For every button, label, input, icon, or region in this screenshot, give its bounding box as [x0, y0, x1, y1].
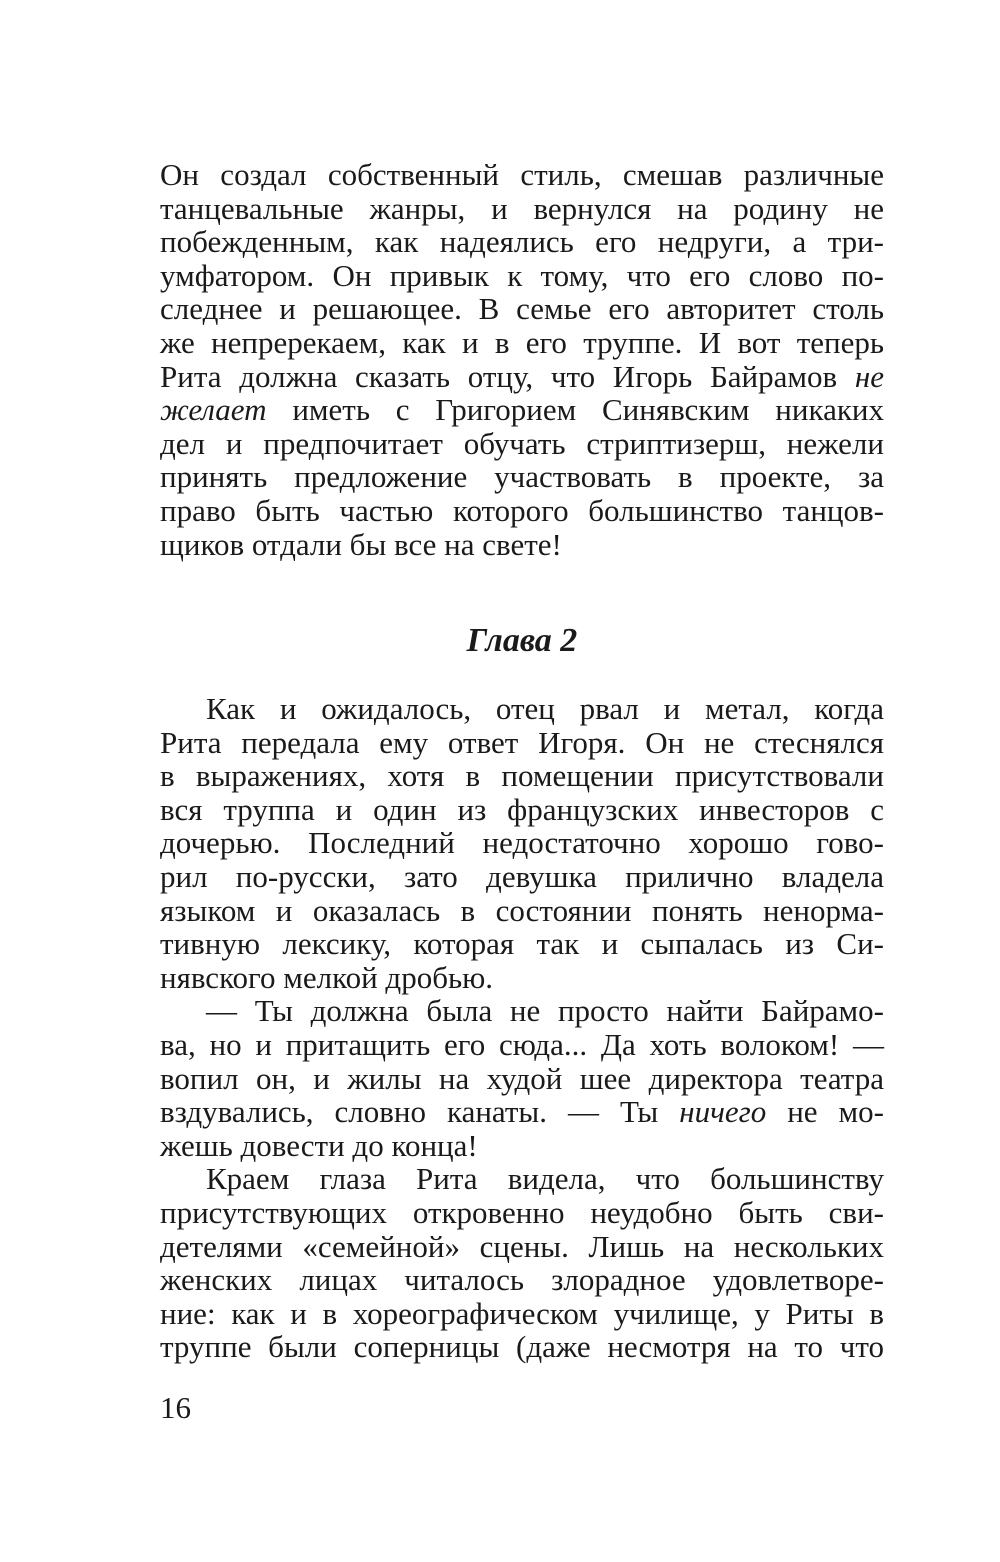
text-line: следнее и решающее. В семье его авторитет столь [160, 291, 884, 327]
text-line: вопил он, и жилы на худой шее директора театра [160, 1060, 884, 1096]
text-line: дочерью. Последний недостаточно хорошо гово- [160, 825, 884, 861]
text-line: вся труппа и один из французских инвесторов с [160, 791, 884, 827]
text-line: Он создал собственный стиль, смешав различные [160, 157, 884, 192]
emphasis-text: желает [160, 392, 267, 428]
text-line: ва, но и притащить его сюда... Да хоть волоком! — [160, 1026, 884, 1062]
text-line: нявского мелкой дробью. [160, 959, 494, 995]
text-line: языком и оказалась в состоянии понять ненорма- [160, 892, 884, 928]
text-line: же непререкаем, как и в его труппе. И вот теперь [160, 324, 884, 360]
text-line: ние: как и в хореографическом училище, у Риты в [160, 1295, 884, 1331]
text-line: рил по-русски, зато девушка прилично владела [160, 858, 884, 894]
text-line: дел и предпочитает обучать стриптизерш, нежели [160, 425, 884, 461]
page-number: 16 [160, 1390, 191, 1425]
emphasis-text: не [854, 358, 884, 394]
text-line [160, 360, 884, 394]
text-line: женских лицах читалось злорадное удовлетворе- [160, 1262, 884, 1298]
text-line: Рита передала ему ответ Игоря. Он не стеснялся [160, 724, 884, 760]
text-line: Как и ожидалось, отец рвал и метал, когда [206, 691, 884, 726]
text-line: побежденным, как надеялись его недруги, а три- [160, 224, 884, 260]
text-line: — Ты должна была не просто найти Байрамо- [206, 993, 884, 1029]
text-line: танцевальные жанры, и вернулся на родину не [160, 190, 884, 226]
text-segment: Рита должна сказать отцу, что Игорь Байрамов [160, 358, 855, 394]
text-line: право быть частью которого большинство танцов- [160, 492, 884, 528]
text-line: в выражениях, хотя в помещении присутствовали [160, 758, 884, 794]
text-segment: иметь с Григорием Синявским никаких [266, 392, 884, 428]
paragraph-continued [160, 158, 884, 561]
text-line: жешь довести до конца! [160, 1127, 478, 1163]
text-line: принять предложение участвовать в проекте, за [160, 459, 884, 495]
text-line [160, 1095, 884, 1129]
text-line: Краем глаза Рита видела, что большинству [206, 1161, 884, 1197]
text-segment: не мо- [766, 1094, 884, 1130]
emphasis-text: ничего [679, 1094, 767, 1130]
chapter-body [160, 692, 884, 1364]
text-line: труппе были соперницы (даже несмотря на то что [160, 1329, 884, 1365]
text-line: детелями «семейной» сцены. Лишь на нескольких [160, 1228, 884, 1264]
text-segment: вздувались, словно канаты. — Ты [160, 1094, 680, 1130]
text-line: присутствующих откровенно неудобно быть сви- [160, 1194, 884, 1230]
text-line [160, 393, 884, 427]
chapter-title: Глава 2 [466, 622, 578, 659]
text-line: умфатором. Он привык к тому, что его слово по- [160, 257, 884, 293]
text-line: тивную лексику, которая так и сыпалась из Си- [160, 926, 884, 962]
text-line: щиков отдали бы все на свете! [160, 526, 562, 562]
